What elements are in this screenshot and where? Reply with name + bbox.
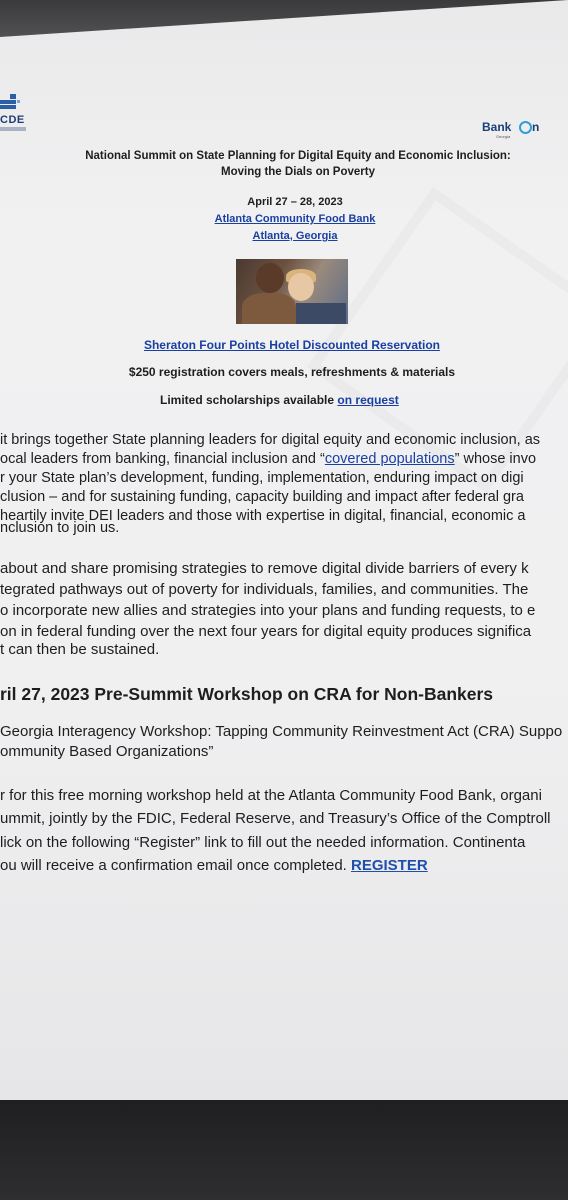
scholarship-text: Limited scholarships available bbox=[160, 393, 338, 407]
cde-logo-text: CDE bbox=[0, 114, 25, 126]
scholarship-request-link[interactable]: on request bbox=[337, 393, 399, 407]
workshop-line2: ummit, jointly by the FDIC, Federal Reserve, and Treasury’s Office of the Comptroll bbox=[0, 810, 551, 827]
para1-line2 bbox=[0, 451, 536, 467]
bank-on-logo-circle bbox=[519, 121, 532, 134]
para2-line3: o incorporate new allies and strategies into your plans and funding requests, to e bbox=[0, 602, 536, 619]
para1-line6: nclusion to join us. bbox=[0, 520, 120, 536]
hotel-reservation-link[interactable]: Sheraton Four Points Hotel Discounted Reservation bbox=[143, 338, 441, 352]
scholarship-line bbox=[160, 393, 399, 407]
event-dates: April 27 – 28, 2023 bbox=[247, 196, 343, 208]
para1-line5: heartily invite DEI leaders and those with expertise in digital, financial, economic a bbox=[0, 508, 526, 524]
city-link[interactable]: Atlanta, Georgia bbox=[252, 230, 338, 242]
para1-line2-pre: ocal leaders from banking, financial inclusion and “ bbox=[0, 451, 325, 467]
covered-populations-link[interactable]: covered populations bbox=[324, 451, 455, 467]
para2-line1: about and share promising strategies to remove digital divide barriers of every k bbox=[0, 560, 529, 577]
summit-title-line1: National Summit on State Planning for Digital Equity and Economic Inclusion: bbox=[85, 150, 511, 162]
para1-line2-post: ” whose invo bbox=[454, 451, 537, 467]
workshop-line3: lick on the following “Register” link to fill out the needed information. Continenta bbox=[0, 834, 526, 851]
bank-on-logo-text-a: Bank bbox=[482, 120, 512, 134]
summit-title-line2: Moving the Dials on Poverty bbox=[221, 166, 375, 178]
workshop-heading: ril 27, 2023 Pre-Summit Workshop on CRA for Non-Bankers bbox=[0, 684, 494, 704]
workshop-line1: r for this free morning workshop held at the Atlanta Community Food Bank, organi bbox=[0, 787, 542, 804]
bank-on-logo bbox=[482, 120, 552, 140]
para1-line4: clusion – and for sustaining funding, capacity building and impact after federal gra bbox=[0, 489, 524, 505]
background-bottom bbox=[0, 1100, 568, 1200]
workshop-subtitle-line1: Georgia Interagency Workshop: Tapping Community Reinvestment Act (CRA) Suppo bbox=[0, 723, 563, 740]
venue-link[interactable]: Atlanta Community Food Bank bbox=[214, 213, 376, 225]
workshop-subtitle-line2: ommunity Based Organizations” bbox=[0, 743, 214, 760]
para1-line1: it brings together State planning leaders for digital equity and economic inclusion, as bbox=[0, 432, 541, 448]
para2-line2: tegrated pathways out of poverty for individuals, families, and communities. The bbox=[0, 581, 529, 598]
workshop-line4 bbox=[0, 857, 428, 874]
para2-line4: on in federal funding over the next four years for digital equity produces significa bbox=[0, 623, 532, 640]
bank-on-logo-sub: Georgia bbox=[496, 134, 511, 139]
workshop-line4-text: ou will receive a confirmation email once completed. bbox=[0, 857, 351, 874]
register-link[interactable]: REGISTER bbox=[351, 857, 428, 874]
registration-fee: $250 registration covers meals, refreshments & materials bbox=[128, 365, 456, 379]
para2-line5: t can then be sustained. bbox=[0, 641, 160, 658]
cde-logo bbox=[0, 94, 30, 134]
bank-on-logo-text-b: n bbox=[532, 120, 540, 134]
children-photo bbox=[236, 259, 348, 324]
para1-line3: r your State plan’s development, funding, implementation, enduring impact on digi bbox=[0, 470, 524, 486]
